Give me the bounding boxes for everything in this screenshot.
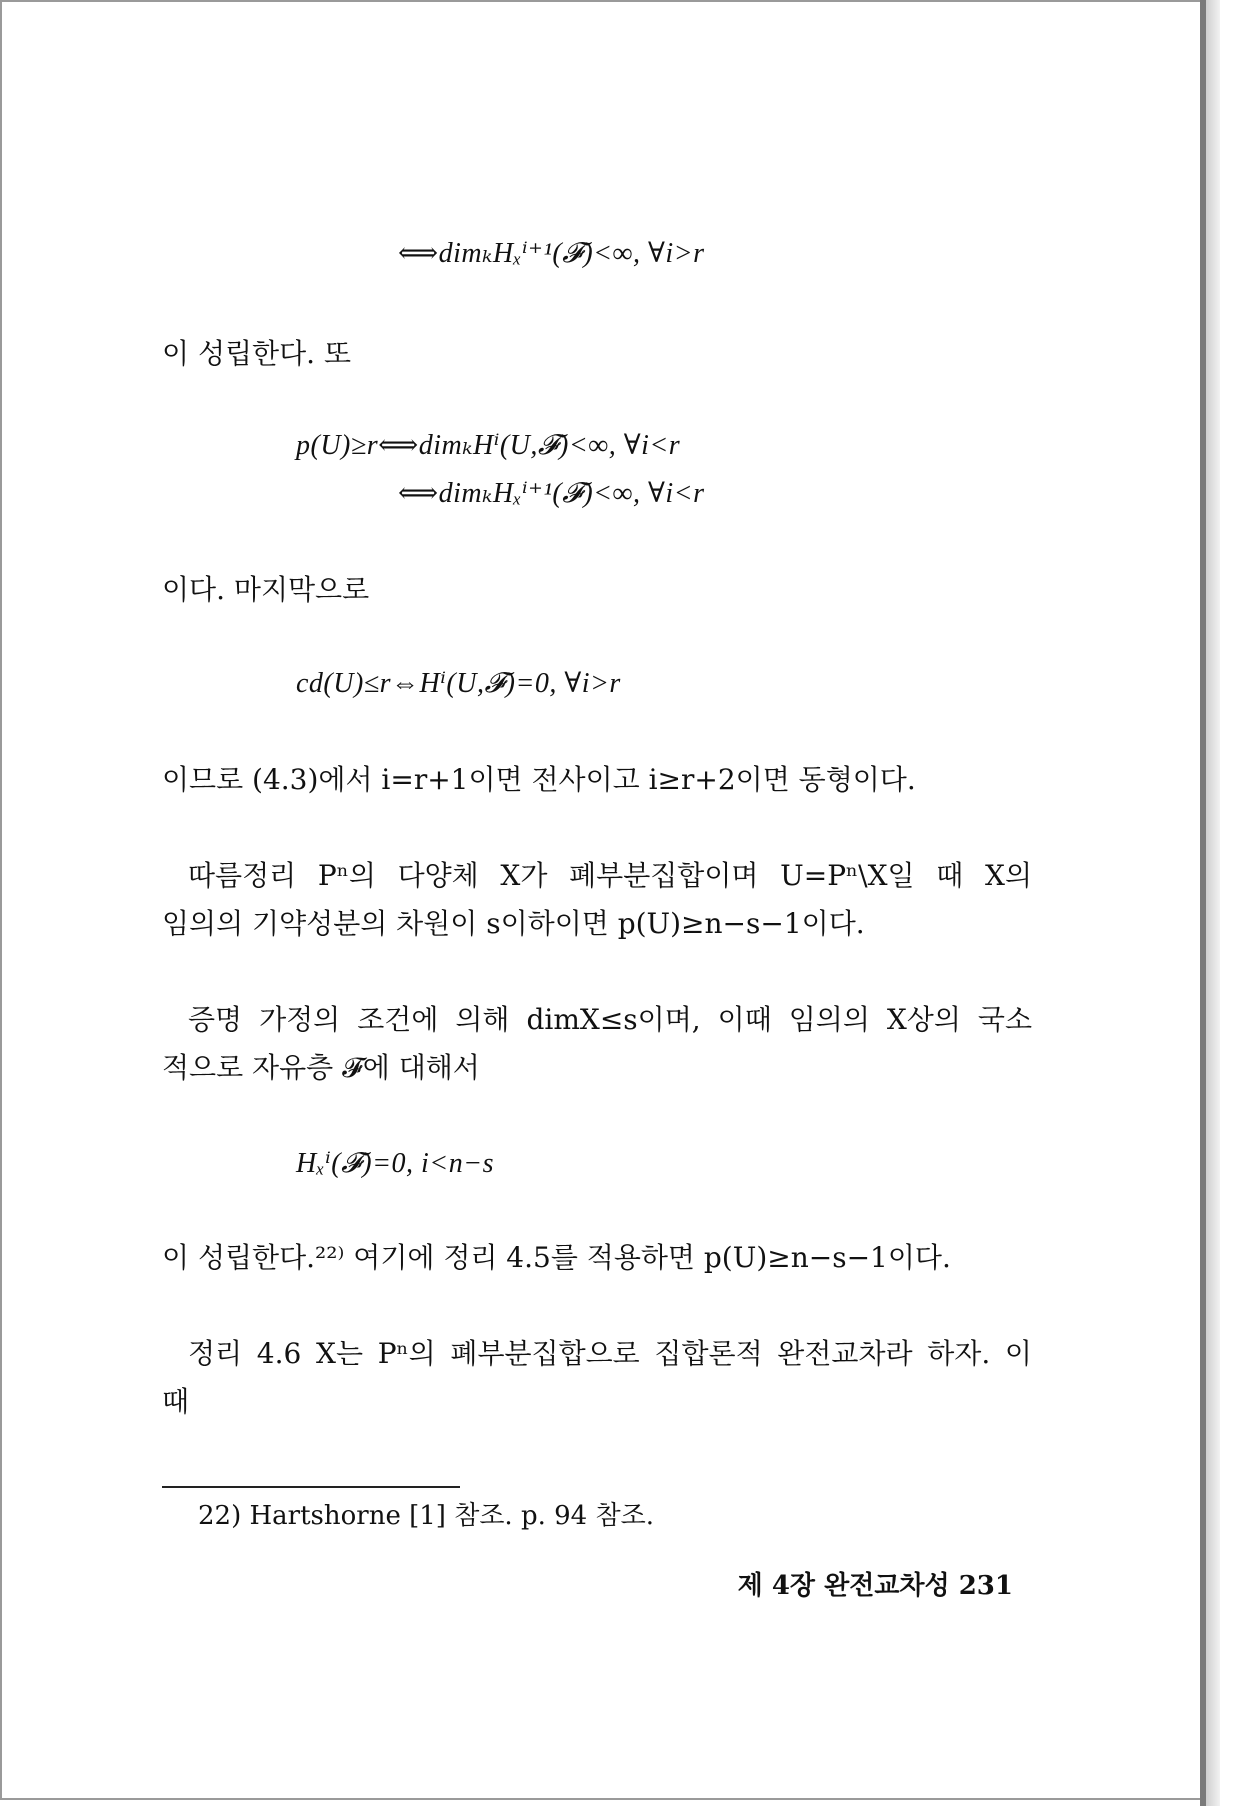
theorem-line: 때 (162, 1385, 190, 1418)
equation-line: cd(U)≤r⇔Hⁱ(U,𝓕)=0, ∀i>r (296, 668, 621, 699)
proof-line: 증명 가정의 조건에 의해 dimX≤s이며, 이때 임의의 X상의 국소 (188, 1003, 1032, 1036)
equation-line: p(U)≥r⟺dimₖHⁱ(U,𝓕)<∞, ∀i<r (296, 430, 681, 461)
page-edge-highlight (1206, 0, 1220, 1806)
text-line: 이 성립한다.²²⁾ 여기에 정리 4.5를 적용하면 p(U)≥n−s−1이다. (162, 1241, 951, 1274)
text-line: 이므로 (4.3)에서 i=r+1이면 전사이고 i≥r+2이면 동형이다. (162, 763, 916, 796)
equation-line: ⟺dimₖHₓⁱ⁺¹(𝓕)<∞, ∀i>r (398, 238, 705, 269)
footnote: 22) Hartshorne [1] 참조. p. 94 참조. (198, 1501, 654, 1531)
text-line: 이다. 마지막으로 (162, 573, 370, 606)
running-footer: 제 4장 완전교차성 231 (737, 1571, 1013, 1601)
corollary-line: 임의의 기약성분의 차원이 s이하이면 p(U)≥n−s−1이다. (162, 907, 865, 940)
equation-line: ⟺dimₖHₓⁱ⁺¹(𝓕)<∞, ∀i<r (398, 478, 705, 509)
corollary-line: 따름정리 Pⁿ의 다양체 X가 폐부분집합이며 U=Pⁿ\X일 때 X의 (188, 859, 1032, 892)
theorem-line: 정리 4.6 X는 Pⁿ의 폐부분집합으로 집합론적 완전교차라 하자. 이 (188, 1337, 1032, 1370)
text-line: 이 성립한다. 또 (162, 337, 351, 370)
equation-line: Hₓⁱ(𝓕)=0, i<n−s (296, 1148, 494, 1179)
proof-line: 적으로 자유층 𝓕에 대해서 (162, 1051, 480, 1084)
footnote-rule (162, 1486, 460, 1488)
